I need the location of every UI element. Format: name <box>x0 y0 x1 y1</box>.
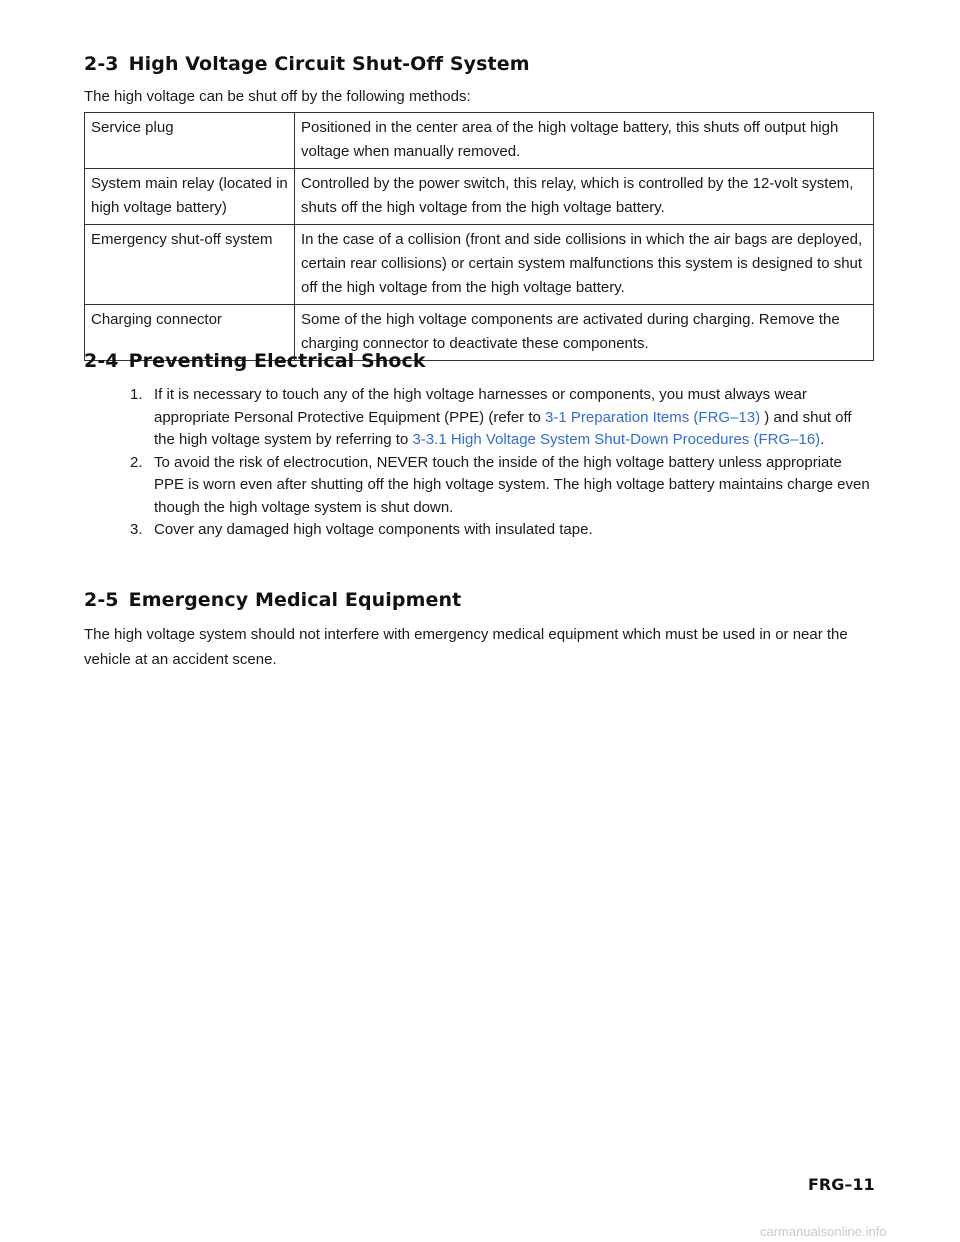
description-cell: Positioned in the center area of the high voltage battery, this shuts off output high voltage when manually removed. <box>295 113 874 169</box>
list-item <box>130 384 870 452</box>
step-number: 2. <box>130 453 143 471</box>
method-cell: Service plug <box>85 113 295 169</box>
list-item <box>130 519 870 542</box>
shock-prevention-steps <box>130 384 870 542</box>
section-title: Emergency Medical Equipment <box>128 589 462 611</box>
step-text: Cover any damaged high voltage components with insulated tape. <box>154 521 593 538</box>
step-text: ) and shut off the high voltage system by referring to <box>154 408 852 448</box>
table-row <box>85 225 874 305</box>
section-number: 2-3 <box>84 53 119 75</box>
description-cell: In the case of a collision (front and side collisions in which the air bags are deployed, certain rear collisions) or certain system malfunctions this system is designed to shut off the high voltage from the high voltage battery. <box>295 225 874 305</box>
shutdown-procedures-link[interactable]: 3-3.1 High Voltage System Shut-Down Procedures (FRG–16) <box>412 431 821 448</box>
section-2-5-paragraph: The high voltage system should not interfere with emergency medical equipment which must be used in or near the vehicle at an accident scene. <box>84 626 848 668</box>
description-cell: Controlled by the power switch, this relay, which is controlled by the 12-volt system, shuts off the high voltage from the high voltage battery. <box>295 169 874 225</box>
list-item <box>130 452 870 520</box>
shut-off-methods-table <box>84 112 874 361</box>
step-text: . <box>820 431 825 448</box>
step-number: 3. <box>130 521 143 538</box>
section-2-4-heading <box>84 350 426 372</box>
section-2-3-intro: The high voltage can be shut off by the following methods: <box>84 88 471 105</box>
step-text: If it is necessary to touch any of the high voltage harnesses or components, you must always wear appropriate Personal Protective Equipment (PPE) (refer to <box>154 386 807 426</box>
section-number: 2-4 <box>84 350 119 372</box>
section-2-5-heading <box>84 589 461 611</box>
section-number: 2-5 <box>84 589 119 611</box>
table-row <box>85 169 874 225</box>
preparation-items-link[interactable]: 3-1 Preparation Items (FRG–13) <box>545 408 761 426</box>
table-row <box>85 113 874 169</box>
section-2-3-heading <box>84 53 530 75</box>
description-cell: Some of the high voltage components are activated during charging. Remove the charging connector to deactivate these components. <box>295 305 874 361</box>
watermark: carmanualsonline.info <box>760 1224 887 1239</box>
step-text: To avoid the risk of electrocution, NEVER touch the inside of the high voltage battery unless appropriate PPE is worn even after shutting off the high voltage system. The high voltage battery maintains charge even though the high voltage system is shut down. <box>154 453 870 516</box>
method-cell: System main relay (located in high voltage battery) <box>85 169 295 225</box>
section-title: Preventing Electrical Shock <box>128 350 426 372</box>
method-cell: Charging connector <box>85 305 295 361</box>
section-title: High Voltage Circuit Shut-Off System <box>128 53 530 75</box>
step-number: 1. <box>130 386 143 403</box>
method-cell: Emergency shut-off system <box>85 225 295 305</box>
page-number: FRG–11 <box>808 1175 875 1194</box>
